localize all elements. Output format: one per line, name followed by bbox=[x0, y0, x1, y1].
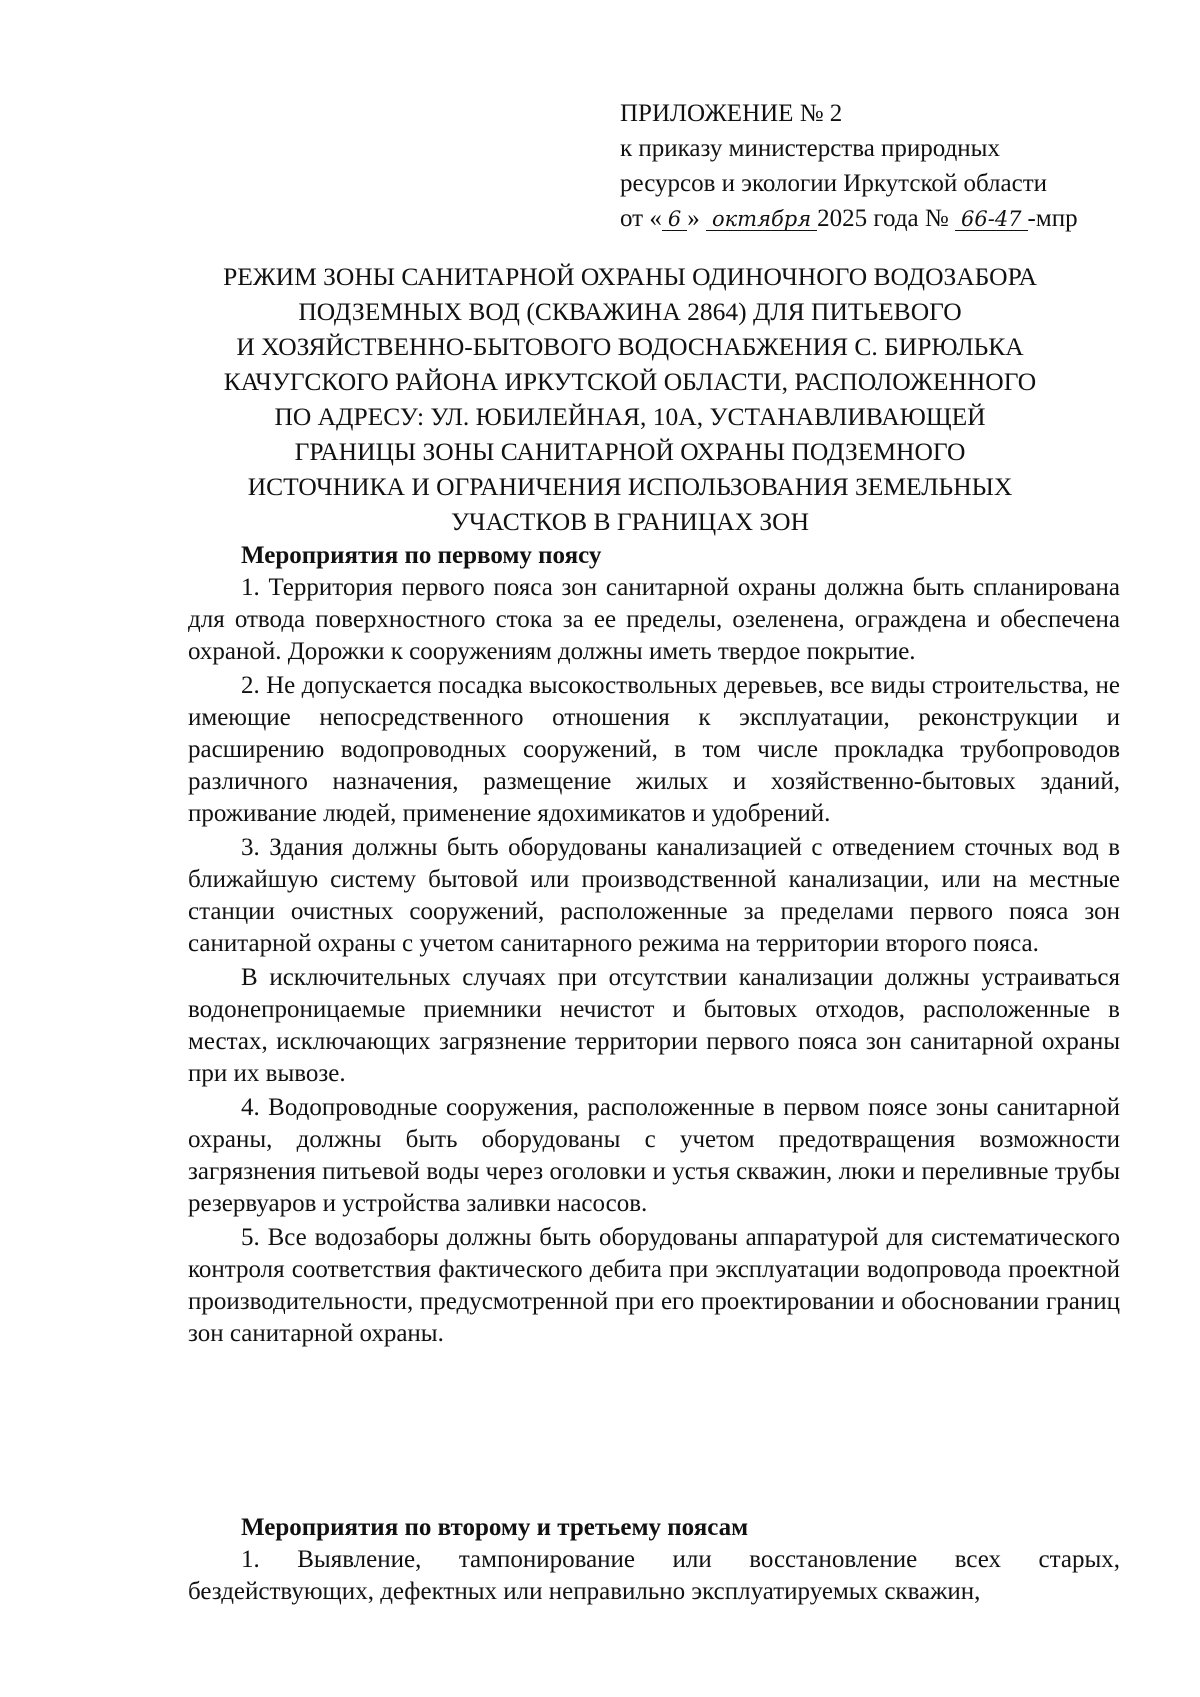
appendix-number: ПРИЛОЖЕНИЕ № 2 bbox=[620, 100, 843, 127]
section-heading: Мероприятия по второму и третьему поясам bbox=[241, 1514, 749, 1541]
date-mid: » bbox=[687, 205, 700, 232]
document-title bbox=[180, 259, 1080, 539]
order-suffix: -мпр bbox=[1027, 205, 1078, 232]
title-line: И ХОЗЯЙСТВЕННО-БЫТОВОГО ВОДОСНАБЖЕНИЯ С. БИРЮЛЬКА bbox=[236, 332, 1024, 361]
title-line: ГРАНИЦЫ ЗОНЫ САНИТАРНОЙ ОХРАНЫ ПОДЗЕМНОГО bbox=[294, 437, 966, 466]
handwritten-month: октября bbox=[706, 208, 817, 231]
appendix-date-line bbox=[620, 201, 1160, 236]
section-first-zone bbox=[188, 540, 1120, 1352]
title-line: КАЧУГСКОГО РАЙОНА ИРКУТСКОЙ ОБЛАСТИ, РАСПОЛОЖЕННОГО bbox=[223, 367, 1037, 396]
paragraph: 3. Здания должны быть оборудованы канализацией с отведением сточных вод в ближайшую систему бытовой или производственной канализации, или на местные станции очистных сооружений, расположенные за пределами первого пояса зон санитарной охраны с учетом санитарного режима на территории второго пояса. bbox=[188, 834, 1120, 957]
paragraph: 1. Территория первого пояса зон санитарной охраны должна быть спланирована для отвода поверхностного стока за ее пределы, озеленена, ограждена и обеспечена охраной. Дорожки к сооружениям должны иметь твердое покрытие. bbox=[188, 574, 1120, 665]
paragraph: В исключительных случаях при отсутствии канализации должны устраиваться водонепроницаемые приемники нечистот и бытовых отходов, расположенные в местах, исключающих загрязнение территории первого пояса зон санитарной охраны при их вывозе. bbox=[188, 964, 1120, 1087]
paragraph: 5. Все водозаборы должны быть оборудованы аппаратурой для систематического контроля соответствия фактического дебита при эксплуатации водопровода проектной производительности, предусмотренной при его проектировании и обосновании границ зон санитарной охраны. bbox=[188, 1224, 1120, 1347]
handwritten-day: 6 bbox=[662, 208, 687, 231]
appendix-reference-line-2: ресурсов и экологии Иркутской области bbox=[620, 170, 1048, 197]
title-line: ИСТОЧНИКА И ОГРАНИЧЕНИЯ ИСПОЛЬЗОВАНИЯ ЗЕМЕЛЬНЫХ bbox=[247, 472, 1013, 501]
title-line: УЧАСТКОВ В ГРАНИЦАХ ЗОН bbox=[450, 507, 810, 536]
date-prefix: от « bbox=[620, 205, 662, 232]
paragraph: 4. Водопроводные сооружения, расположенные в первом поясе зоны санитарной охраны, должны быть оборудованы с учетом предотвращения возможности загрязнения питьевой воды через оголовки и устья скважин, люки и переливные трубы резервуаров и устройства заливки насосов. bbox=[188, 1094, 1120, 1217]
section-heading: Мероприятия по первому поясу bbox=[241, 542, 602, 569]
title-line: ПО АДРЕСУ: УЛ. ЮБИЛЕЙНАЯ, 10А, УСТАНАВЛИВАЮЩЕЙ bbox=[274, 402, 986, 431]
title-line: РЕЖИМ ЗОНЫ САНИТАРНОЙ ОХРАНЫ ОДИНОЧНОГО ВОДОЗАБОРА bbox=[223, 262, 1037, 291]
appendix-reference-line-1: к приказу министерства природных bbox=[620, 135, 1000, 162]
date-year: 2025 года № bbox=[817, 205, 949, 232]
section-second-third-zones bbox=[188, 1512, 1120, 1610]
title-line: ПОДЗЕМНЫХ ВОД (СКВАЖИНА 2864) ДЛЯ ПИТЬЕВОГО bbox=[298, 297, 962, 326]
paragraph: 2. Не допускается посадка высокоствольных деревьев, все виды строительства, не имеющие непосредственного отношения к эксплуатации, реконструкции и расширению водопроводных сооружений, в том числе прокладка трубопроводов различного назначения, размещение жилых и хозяйственно-бытовых зданий, проживание людей, применение ядохимикатов и удобрений. bbox=[188, 672, 1120, 827]
appendix-header bbox=[620, 96, 1160, 236]
handwritten-order-number: 66-47 bbox=[955, 208, 1028, 231]
paragraph: 1. Выявление, тампонирование или восстановление всех старых, бездействующих, дефектных или неправильно эксплуатируемых скважин, bbox=[188, 1546, 1120, 1605]
